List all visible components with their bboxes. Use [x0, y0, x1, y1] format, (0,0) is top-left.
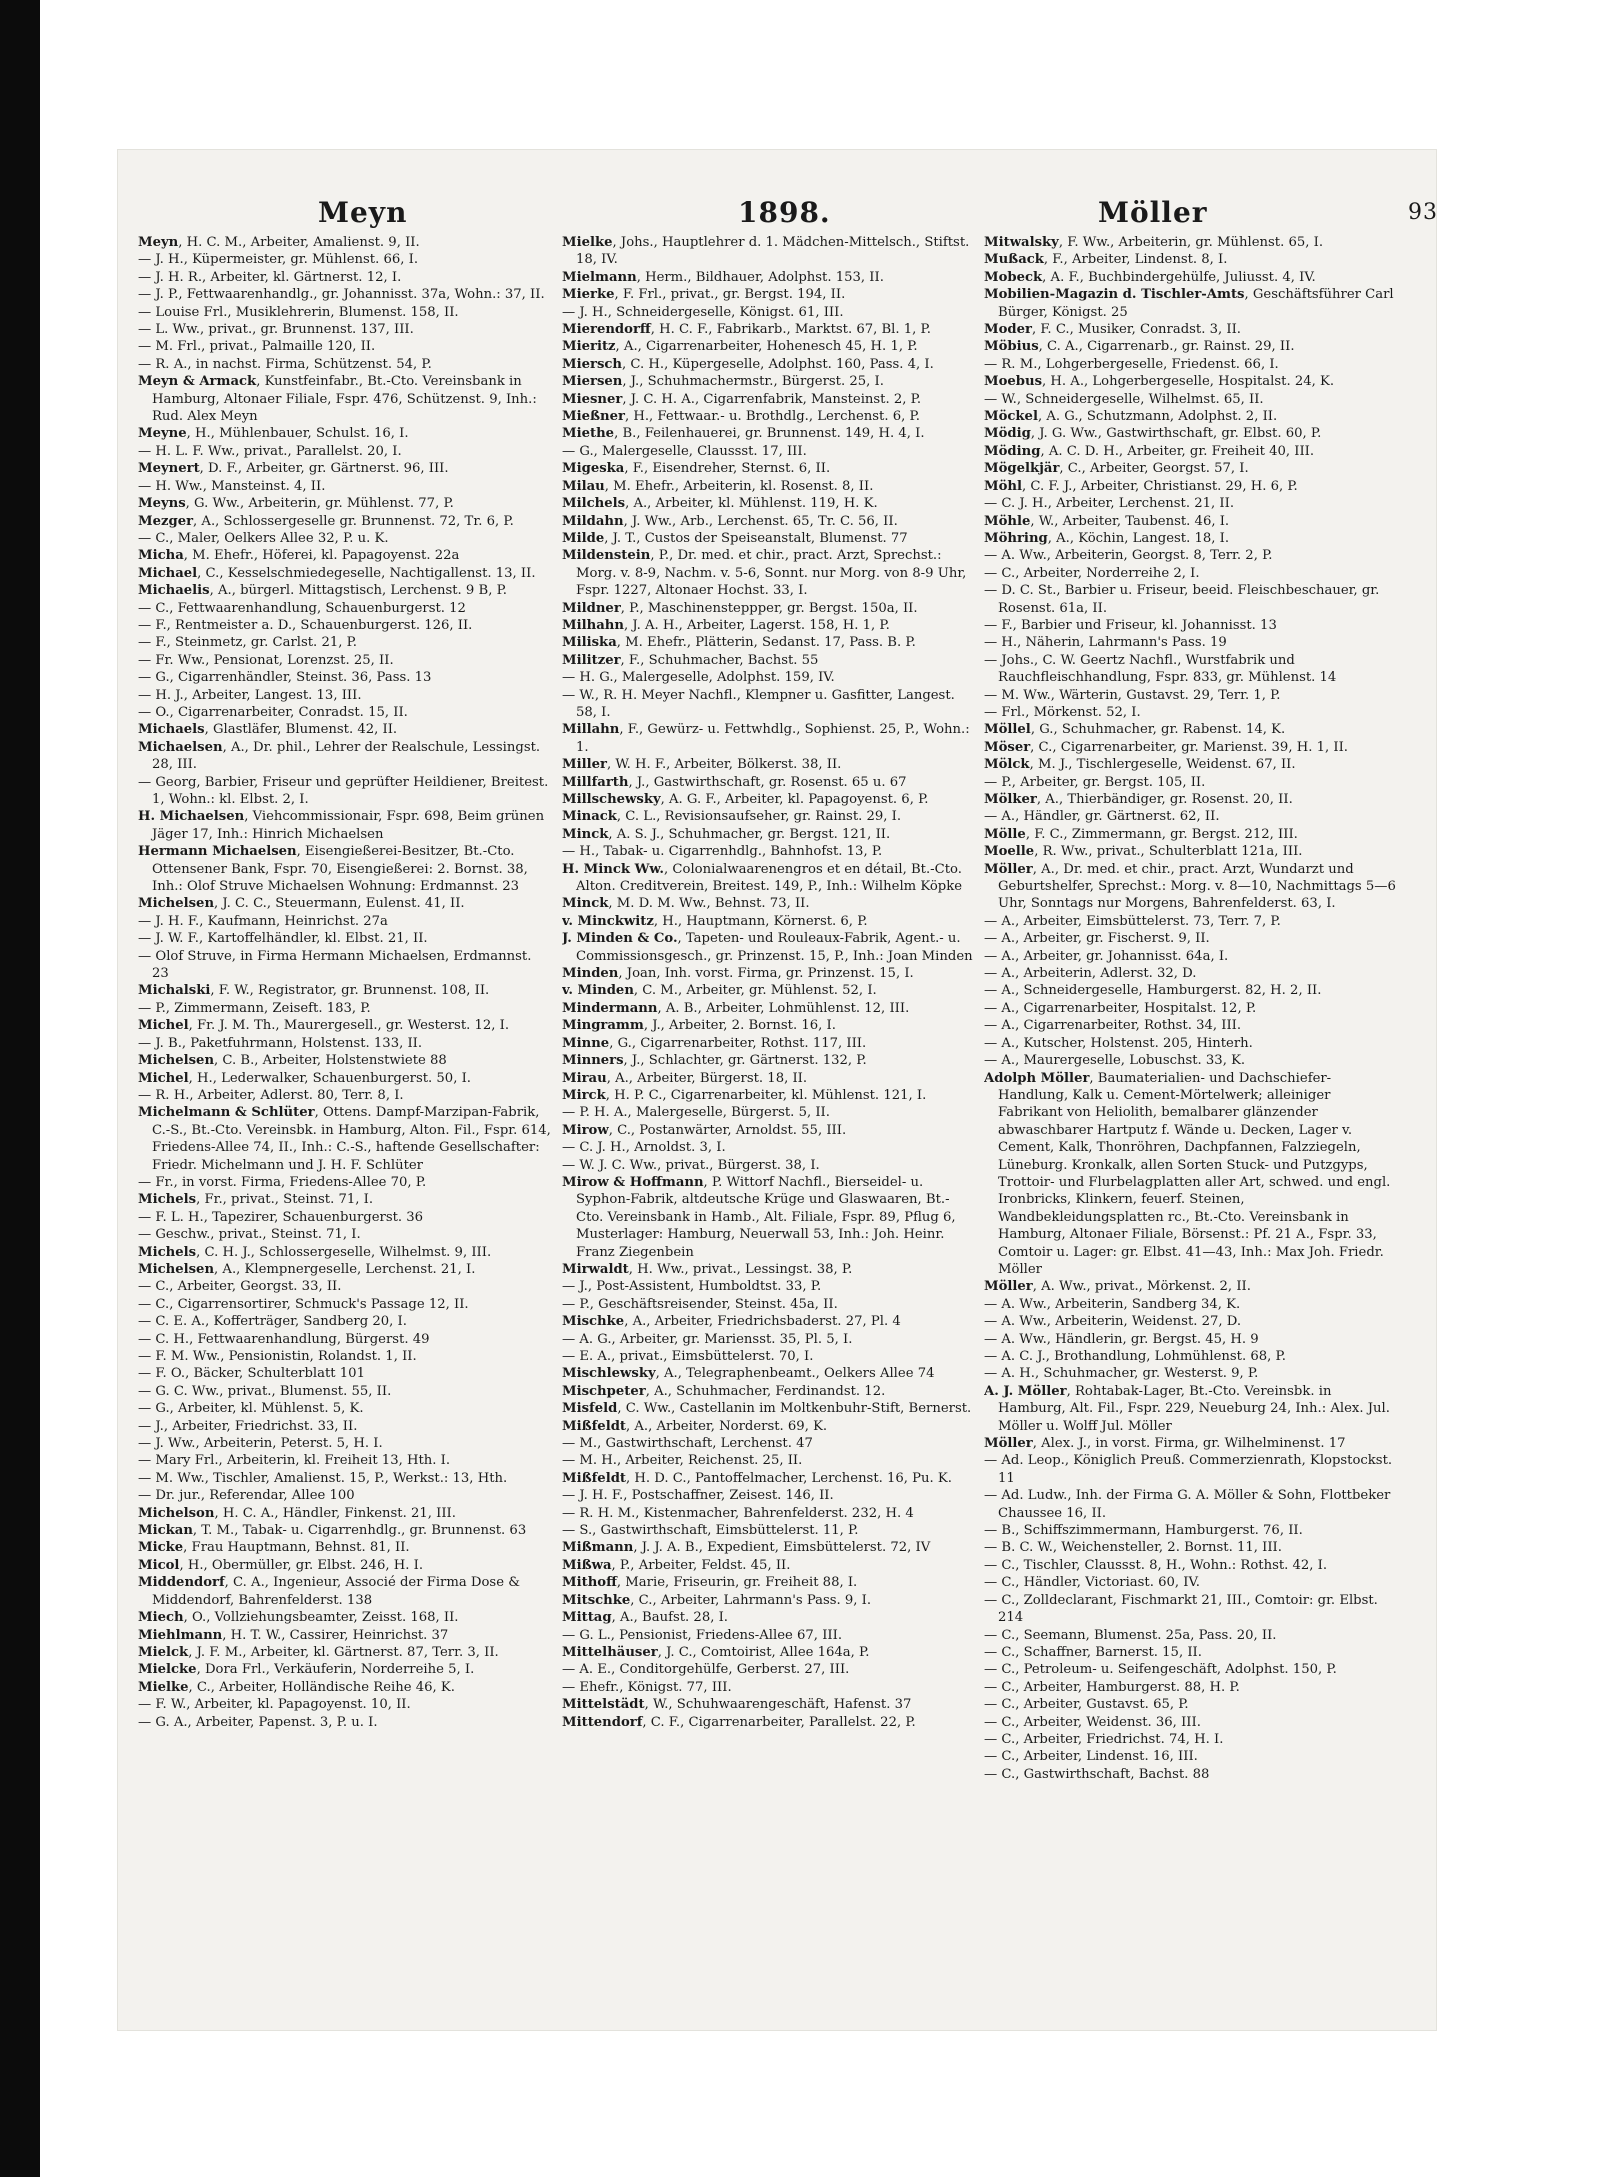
directory-entry: — F. W., Arbeiter, kl. Papagoyenst. 10, II. [138, 1697, 411, 1713]
directory-entry: Mildenstein, P., Dr. med. et chir., pract. Arzt, Sprechst.: Morg. v. 8-9, Nachm. v. 5-6, Sonnt. nur Morg. von 8-9 Uhr, Fspr. 1227, Altonaer Hochst. 33, I. [562, 548, 967, 599]
directory-entry: Mirwaldt, H. Ww., privat., Lessingst. 38, P. [562, 1261, 853, 1277]
directory-entry: — R. H., Arbeiter, Adlerst. 80, Terr. 8, I. [138, 1087, 404, 1103]
directory-entry: — M. Frl., privat., Palmaille 120, II. [138, 339, 376, 355]
directory-entry: Meyn, H. C. M., Arbeiter, Amalienst. 9, II. [138, 235, 420, 250]
directory-entry: Mithoff, Marie, Friseurin, gr. Freiheit 88, I. [562, 1575, 858, 1591]
directory-entry: — W. J. C. Ww., privat., Bürgerst. 38, I. [562, 1157, 820, 1173]
directory-entry: — F., Rentmeister a. D., Schauenburgerst. 126, II. [138, 617, 473, 633]
directory-entry: — Fr. Ww., Pensionat, Lorenzst. 25, II. [138, 652, 394, 668]
directory-entry: — A. Ww., Arbeiterin, Georgst. 8, Terr. 2, P. [984, 548, 1273, 564]
directory-entry: — C., Gastwirthschaft, Bachst. 88 [984, 1766, 1210, 1782]
directory-entry: Meynert, D. F., Arbeiter, gr. Gärtnerst. 96, III. [138, 461, 449, 477]
directory-entry: — Mary Frl., Arbeiterin, kl. Freiheit 13, Hth. I. [138, 1453, 451, 1469]
directory-entry: — Geschw., privat., Steinst. 71, I. [138, 1227, 361, 1243]
directory-entry: — F., Steinmetz, gr. Carlst. 21, P. [138, 635, 357, 651]
directory-entry: A. J. Möller, Rohtabak-Lager, Bt.-Cto. Vereinsbk. in Hamburg, Alt. Fil., Fspr. 229, Neueburg 24, Inh.: Alex. Jul. Möller u. Wolff Jul. Möller [984, 1383, 1390, 1434]
directory-entry: — A., Schneidergeselle, Hamburgerst. 82, H. 2, II. [984, 983, 1322, 999]
directory-entry: Michelsen, C. B., Arbeiter, Holstenstwiete 88 [138, 1053, 447, 1069]
directory-entry: — M. Ww., Wärterin, Gustavst. 29, Terr. 1, P. [984, 687, 1281, 703]
directory-entry: Mittelhäuser, J. C., Comtoirist, Allee 164a, P. [562, 1644, 870, 1660]
directory-entry: — J. Ww., Arbeiterin, Peterst. 5, H. I. [138, 1436, 383, 1452]
directory-entry: Mindermann, A. B., Arbeiter, Lohmühlenst. 12, III. [562, 1000, 910, 1016]
scan-edge-bar [0, 0, 40, 2177]
directory-entry: Miller, W. H. F., Arbeiter, Bölkerst. 38, II. [562, 757, 842, 773]
directory-entry: Misfeld, C. Ww., Castellanin im Moltkenbuhr-Stift, Bernerst. [562, 1401, 972, 1417]
directory-entry: Meyne, H., Mühlenbauer, Schulst. 16, I. [138, 426, 409, 442]
directory-entry: Mieritz, A., Cigarrenarbeiter, Hohenesch 45, H. 1, P. [562, 339, 918, 355]
directory-entry: — B., Schiffszimmermann, Hamburgerst. 76, II. [984, 1523, 1303, 1539]
directory-entry: — S., Gastwirthschaft, Eimsbüttelerst. 11, P. [562, 1523, 859, 1539]
directory-entry: — A. Ww., Arbeiterin, Weidenst. 27, D. [984, 1314, 1242, 1330]
directory-entry: — J. B., Paketfuhrmann, Holstenst. 133, II. [138, 1035, 423, 1051]
directory-entry: Michaels, Glastläfer, Blumenst. 42, II. [138, 722, 398, 738]
directory-entry: — A., Arbeiter, Eimsbüttelerst. 73, Terr. 7, P. [984, 913, 1281, 929]
directory-entry: Möhle, W., Arbeiter, Taubenst. 46, I. [984, 513, 1230, 529]
directory-entry: Michel, Fr. J. M. Th., Maurergesell., gr. Westerst. 12, I. [138, 1018, 510, 1034]
directory-entry: — C., Petroleum- u. Seifengeschäft, Adolphst. 150, P. [984, 1662, 1337, 1678]
directory-entry: — A. G., Arbeiter, gr. Mariensst. 35, Pl. 5, I. [562, 1331, 853, 1347]
directory-entry: Mölker, A., Thierbändiger, gr. Rosenst. 20, II. [984, 792, 1293, 807]
directory-entry: Möding, A. C. D. H., Arbeiter, gr. Freiheit 40, III. [984, 443, 1315, 459]
directory-entry: — C., Arbeiter, Friedrichst. 74, H. I. [984, 1731, 1224, 1747]
directory-entry: Mölle, F. C., Zimmermann, gr. Bergst. 212, III. [984, 826, 1298, 842]
directory-entry: — Olof Struve, in Firma Hermann Michaelsen, Erdmannst. 23 [138, 948, 532, 982]
directory-entry: Milchels, A., Arbeiter, kl. Mühlenst. 119, H. K. [562, 496, 878, 512]
directory-entry: — R. H. M., Kistenmacher, Bahrenfelderst. 232, H. 4 [562, 1505, 914, 1521]
directory-entry: — Ehefr., Königst. 77, III. [562, 1679, 732, 1695]
directory-entry: Mielke, Johs., Hauptlehrer d. 1. Mädchen-Mittelsch., Stiftst. 18, IV. [562, 235, 970, 268]
directory-entry: — P., Zimmermann, Zeiseft. 183, P. [138, 1000, 371, 1016]
directory-entry: — E. A., privat., Eimsbüttelerst. 70, I. [562, 1349, 814, 1364]
directory-entry: — Ad. Leop., Königlich Preuß. Commerzienrath, Klopstockst. 11 [984, 1453, 1393, 1486]
directory-entry: Michael, C., Kesselschmiedegeselle, Nachtigallenst. 13, II. [138, 565, 536, 581]
directory-entry: — M. H., Arbeiter, Reichenst. 25, II. [562, 1453, 803, 1469]
directory-entry: Micke, Frau Hauptmann, Behnst. 81, II. [138, 1540, 410, 1556]
directory-entry: — Johs., C. W. Geertz Nachfl., Wurstfabrik und Rauchfleischhandlung, Fspr. 833, gr. Mühlenst. 14 [984, 652, 1337, 686]
directory-entry: Mischlewsky, A., Telegraphenbeamt., Oelkers Allee 74 [562, 1366, 935, 1382]
directory-entry: Migeska, F., Eisendreher, Sternst. 6, II. [562, 461, 831, 477]
directory-entry: — A. E., Conditorgehülfe, Gerberst. 27, III. [562, 1662, 850, 1678]
directory-entry: Michels, C. H. J., Schlossergeselle, Wilhelmst. 9, III. [138, 1244, 492, 1260]
directory-entry: Minck, A. S. J., Schuhmacher, gr. Bergst. 121, II. [562, 826, 891, 842]
directory-entry: H. Michaelsen, Viehcommissionair, Fspr. 698, Beim grünen Jäger 17, Inh.: Hinrich Michaelsen [138, 809, 545, 842]
directory-entry: — C., Arbeiter, Gustavst. 65, P. [984, 1697, 1189, 1713]
directory-entry: J. Minden & Co., Tapeten- und Rouleaux-Fabrik, Agent.- u. Commissionsgesch., gr. Prinzenst. 15, P., Inh.: Joan Minden [562, 931, 973, 964]
directory-entry: Mißfeldt, H. D. C., Pantoffelmacher, Lerchenst. 16, Pu. K. [562, 1470, 952, 1486]
directory-entry: — H., Tabak- u. Cigarrenhdlg., Bahnhofst. 13, P. [562, 844, 883, 860]
directory-entry: — C. J. H., Arnoldst. 3, I. [562, 1140, 726, 1156]
directory-entry: Möckel, A. G., Schutzmann, Adolphst. 2, II. [984, 409, 1278, 425]
directory-entry: v. Minckwitz, H., Hauptmann, Körnerst. 6, P. [562, 913, 868, 929]
directory-entry: — A., Arbeiter, gr. Johannisst. 64a, I. [984, 948, 1229, 964]
page-header [118, 196, 1436, 234]
directory-entry: Millschewsky, A. G. F., Arbeiter, kl. Papagoyenst. 6, P. [562, 792, 929, 807]
directory-entry: Mitschke, C., Arbeiter, Lahrmann's Pass. 9, I. [562, 1592, 872, 1608]
directory-entry: — J. H. F., Postschaffner, Zeisest. 146, II. [562, 1488, 834, 1504]
directory-entry: Minden, Joan, Inh. vorst. Firma, gr. Prinzenst. 15, I. [562, 966, 914, 982]
directory-entry: Miesner, J. C. H. A., Cigarrenfabrik, Mansteinst. 2, P. [562, 391, 922, 407]
directory-entry: Mischpeter, A., Schuhmacher, Ferdinandst. 12. [562, 1383, 886, 1399]
directory-entry: — A. Ww., Händlerin, gr. Bergst. 45, H. 9 [984, 1331, 1259, 1347]
directory-entry: — P., Geschäftsreisender, Steinst. 45a, II. [562, 1296, 838, 1312]
directory-entry: — C., Schaffner, Barnerst. 15, II. [984, 1644, 1202, 1660]
directory-entry: Mirow, C., Postanwärter, Arnoldst. 55, III. [562, 1122, 847, 1138]
directory-entry: — J. H. R., Arbeiter, kl. Gärtnerst. 12, I. [138, 269, 402, 285]
directory-entry: Mirow & Hoffmann, P. Wittorf Nachfl., Bierseidel- u. Syphon-Fabrik, altdeutsche Krüge und Glaswaaren, Bt.-Cto. Vereinsbank in Hamb., Alt. Filiale, Fspr. 89, Pflug 6, Musterlager: Hamburg, Neuerwall 53, Inh.: Joh. Heinr. Franz Ziegenbein [562, 1174, 956, 1260]
directory-entry: Mierendorff, H. C. F., Fabrikarb., Marktst. 67, Bl. 1, P. [562, 322, 931, 338]
directory-entry: — Ad. Ludw., Inh. der Firma G. A. Möller & Sohn, Flottbeker Chaussee 16, II. [984, 1488, 1391, 1521]
directory-entry: — W., R. H. Meyer Nachfl., Klempner u. Gasfitter, Langest. 58, I. [562, 687, 955, 720]
directory-entry: Möller, A. Ww., privat., Mörkenst. 2, II. [984, 1279, 1251, 1295]
directory-entry: — O., Cigarrenarbeiter, Conradst. 15, II. [138, 704, 408, 720]
directory-entry: Mitwalsky, F. Ww., Arbeiterin, gr. Mühlenst. 65, I. [984, 235, 1324, 250]
directory-entry: Mirck, H. P. C., Cigarrenarbeiter, kl. Mühlenst. 121, I. [562, 1087, 927, 1103]
directory-entry: — G. C. Ww., privat., Blumenst. 55, II. [138, 1383, 392, 1399]
directory-entry: Mißmann, J. J. A. B., Expedient, Eimsbüttelerst. 72, IV [562, 1540, 931, 1556]
directory-entry: Mißwa, P., Arbeiter, Feldst. 45, II. [562, 1557, 791, 1573]
directory-entry: — J., Arbeiter, Friedrichst. 33, II. [138, 1418, 358, 1434]
directory-entry: Milde, J. T., Custos der Speiseanstalt, Blumenst. 77 [562, 530, 908, 546]
directory-entry: H. Minck Ww., Colonialwaarenengros et en détail, Bt.-Cto. Alton. Creditverein, Breitest. 149, P., Inh.: Wilhelm Köpke [562, 861, 963, 895]
directory-entry: — J. H., Schneidergeselle, Königst. 61, III. [562, 304, 844, 320]
directory-entry: — C., Zolldeclarant, Fischmarkt 21, III., Comtoir: gr. Elbst. 214 [984, 1592, 1378, 1626]
directory-entry: Michelsen, J. C. C., Steuermann, Eulenst. 41, II. [138, 896, 465, 912]
directory-entry: — G., Cigarrenhändler, Steinst. 36, Pass. 13 [138, 670, 432, 686]
column-3 [984, 234, 1398, 2014]
directory-entry: Michels, Fr., privat., Steinst. 71, I. [138, 1192, 374, 1208]
directory-entry: Miliska, M. Ehefr., Plätterin, Sedanst. 17, Pass. B. P. [562, 635, 916, 651]
directory-entry: Möser, C., Cigarrenarbeiter, gr. Marienst. 39, H. 1, II. [984, 739, 1348, 755]
directory-entry: — B. C. W., Weichensteller, 2. Bornst. 11, III. [984, 1540, 1282, 1556]
directory-entry: — P., Arbeiter, gr. Bergst. 105, II. [984, 774, 1206, 790]
directory-entry: Mußack, F., Arbeiter, Lindenst. 8, I. [984, 252, 1228, 268]
directory-entry: Mierke, F. Frl., privat., gr. Bergst. 194, II. [562, 287, 846, 303]
directory-entry: — F. L. H., Tapezirer, Schauenburgerst. 36 [138, 1209, 424, 1225]
directory-entry: Millahn, F., Gewürz- u. Fettwhdlg., Sophienst. 25, P., Wohn.: 1. [562, 722, 970, 755]
directory-entry: Mielck, J. F. M., Arbeiter, kl. Gärtnerst. 87, Terr. 3, II. [138, 1644, 499, 1660]
directory-entry: Militzer, F., Schuhmacher, Bachst. 55 [562, 652, 819, 668]
directory-entry: Moebus, H. A., Lohgerbergeselle, Hospitalst. 24, K. [984, 374, 1335, 390]
directory-entry: Möhl, C. F. J., Arbeiter, Christianst. 29, H. 6, P. [984, 478, 1298, 494]
directory-entry: Michelson, H. C. A., Händler, Finkenst. 21, III. [138, 1505, 456, 1521]
directory-entry: Möbius, C. A., Cigarrenarb., gr. Rainst. 29, II. [984, 339, 1295, 355]
directory-entry: — G. A., Arbeiter, Papenst. 3, P. u. I. [138, 1714, 378, 1730]
directory-entry: Mobeck, A. F., Buchbindergehülfe, Juliusst. 4, IV. [984, 269, 1316, 285]
directory-entry: — M., Gastwirthschaft, Lerchenst. 47 [562, 1436, 813, 1452]
header-right-keyword: Möller [1098, 196, 1208, 229]
directory-entry: — A. H., Schuhmacher, gr. Westerst. 9, P. [984, 1366, 1259, 1382]
directory-entry: — W., Schneidergeselle, Wilhelmst. 65, II. [984, 391, 1264, 407]
directory-entry: Miersch, C. H., Küpergeselle, Adolphst. 160, Pass. 4, I. [562, 356, 934, 372]
directory-entry: Mildahn, J. Ww., Arb., Lerchenst. 65, Tr. C. 56, II. [562, 513, 898, 529]
directory-entry: Miehlmann, H. T. W., Cassirer, Heinrichst. 37 [138, 1627, 449, 1643]
directory-entry: — C., Tischler, Claussst. 8, H., Wohn.: Rothst. 42, I. [984, 1557, 1328, 1573]
directory-entry: — C., Seemann, Blumenst. 25a, Pass. 20, II. [984, 1627, 1277, 1643]
directory-entry: — J. W. F., Kartoffelhändler, kl. Elbst. 21, II. [138, 931, 428, 947]
directory-entry: Mödig, J. G. Ww., Gastwirthschaft, gr. Elbst. 60, P. [984, 426, 1322, 442]
header-left-keyword: Meyn [318, 196, 408, 229]
column-1 [138, 234, 552, 2014]
directory-entry: — F., Barbier und Friseur, kl. Johannisst. 13 [984, 617, 1277, 633]
directory-entry: — A., Arbeiterin, Adlerst. 32, D. [984, 966, 1197, 982]
directory-entry: — J. H., Küpermeister, gr. Mühlenst. 66, I. [138, 252, 419, 268]
directory-entry: — A., Kutscher, Holstenst. 205, Hinterh. [984, 1035, 1253, 1051]
directory-entry: Micha, M. Ehefr., Höferei, kl. Papagoyenst. 22a [138, 548, 460, 564]
directory-entry: Minack, C. L., Revisionsaufseher, gr. Rainst. 29, I. [562, 809, 902, 825]
directory-entry: Moder, F. C., Musiker, Conradst. 3, II. [984, 322, 1241, 338]
directory-entry: — Louise Frl., Musiklehrerin, Blumenst. 158, II. [138, 304, 459, 320]
directory-entry: Minck, M. D. M. Ww., Behnst. 73, II. [562, 896, 810, 912]
directory-entry: — A., Cigarrenarbeiter, Rothst. 34, III. [984, 1018, 1242, 1034]
directory-entry: — Frl., Mörkenst. 52, I. [984, 704, 1141, 720]
directory-entry: — C., Arbeiter, Georgst. 33, II. [138, 1279, 342, 1295]
directory-entry: Micol, H., Obermüller, gr. Elbst. 246, H. I. [138, 1557, 424, 1573]
header-year: 1898. [738, 196, 831, 229]
directory-entry: — G., Malergeselle, Claussst. 17, III. [562, 443, 807, 459]
directory-entry: — J., Post-Assistent, Humboldtst. 33, P. [562, 1279, 822, 1295]
directory-entry: Miech, O., Vollziehungsbeamter, Zeisst. 168, II. [138, 1610, 459, 1626]
directory-entry: Minners, J., Schlachter, gr. Gärtnerst. 132, P. [562, 1053, 867, 1069]
directory-entry: Hermann Michaelsen, Eisengießerei-Besitzer, Bt.-Cto. Ottensener Bank, Fspr. 70, Eisengießerei: 2. Bornst. 38, Inh.: Olof Struve Michaelsen Wohnung: Erdmannst. 23 [138, 844, 528, 895]
directory-entry: Mölck, M. J., Tischlergeselle, Weidenst. 67, II. [984, 757, 1296, 773]
directory-entry: Michelsen, A., Klempnergeselle, Lerchenst. 21, I. [138, 1261, 476, 1277]
directory-entry: Möller, A., Dr. med. et chir., pract. Arzt, Wundarzt und Geburtshelfer, Sprechst.: Morg. v. 8—10, Nachmittags 5—6 Uhr, Sonntags nur Morgens, Bahrenfelderst. 63, I. [984, 861, 1396, 912]
directory-entry: Milhahn, J. A. H., Arbeiter, Lagerst. 158, H. 1, P. [562, 617, 890, 633]
directory-entry: Mielmann, Herm., Bildhauer, Adolphst. 153, II. [562, 269, 884, 285]
directory-entry: — C. H., Fettwaarenhandlung, Bürgerst. 49 [138, 1331, 430, 1347]
directory-entry: Mittelstädt, W., Schuhwaarengeschäft, Hafenst. 37 [562, 1697, 912, 1713]
directory-entry: Milau, M. Ehefr., Arbeiterin, kl. Rosenst. 8, II. [562, 478, 874, 494]
directory-entry: Middendorf, C. A., Ingenieur, Associé der Firma Dose & Middendorf, Bahrenfelderst. 138 [138, 1575, 520, 1608]
directory-entry: Michel, H., Lederwalker, Schauenburgerst. 50, I. [138, 1070, 471, 1086]
directory-entry: Mielcke, Dora Frl., Verkäuferin, Norderreihe 5, I. [138, 1662, 475, 1678]
directory-entry: Mischke, A., Arbeiter, Friedrichsbaderst. 27, Pl. 4 [562, 1314, 901, 1330]
directory-entry: Minne, G., Cigarrenarbeiter, Rothst. 117, III. [562, 1035, 867, 1051]
directory-entry: — R. A., in nachst. Firma, Schützenst. 54, P. [138, 356, 432, 372]
directory-entry: Meyn & Armack, Kunstfeinfabr., Bt.-Cto. Vereinsbank in Hamburg, Altonaer Filiale, Fspr. 476, Schützenst. 9, Inh.: Rud. Alex Meyn [138, 374, 537, 425]
directory-entry: Michalski, F. W., Registrator, gr. Brunnenst. 108, II. [138, 983, 490, 999]
directory-entry: — A. Ww., Arbeiterin, Sandberg 34, K. [984, 1296, 1241, 1312]
directory-entry: — Dr. jur., Referendar, Allee 100 [138, 1488, 355, 1504]
directory-entry: — H. G., Malergeselle, Adolphst. 159, IV. [562, 670, 835, 686]
directory-entry: — H. Ww., Mansteinst. 4, II. [138, 478, 326, 494]
directory-entry: — A., Cigarrenarbeiter, Hospitalst. 12, P. [984, 1000, 1257, 1016]
directory-entry: Adolph Möller, Baumaterialien- und Dachschiefer-Handlung, Kalk u. Cement-Mörtelwerk; alleiniger Fabrikant von Heliolith, bemalbarer glänzender abwaschbarer Hartputz f. Wände u. Decken, Lager v. Cement, Kalk, Thonröhren, Dachpfannen, Falzziegeln, Lüneburg. Kronkalk, allen Sorten Stuck- und Putzgyps, Trottoir- und Flurbelagplatten aller Art, schwed. und engl. Ironbricks, Klinkern, feuerf. Steinen, Wandbekleidungsplatten rc., Bt.-Cto. Vereinsbank in Hamburg, Altonaer Filiale, Börsenst.: Pf. 21 A., Fspr. 33, Comtoir u. Lager: gr. Elbst. 41—43, Inh.: Max Joh. Friedr. Möller [984, 1070, 1391, 1277]
directory-entry: — J. H. F., Kaufmann, Heinrichst. 27a [138, 913, 388, 929]
directory-entry: — H., Näherin, Lahrmann's Pass. 19 [984, 635, 1227, 651]
directory-entry: — A. C. J., Brothandlung, Lohmühlenst. 68, P. [984, 1349, 1286, 1364]
directory-entry: — R. M., Lohgerbergeselle, Friedenst. 66, I. [984, 356, 1279, 372]
directory-entry: Mießner, H., Fettwaar.- u. Brothdlg., Lerchenst. 6, P. [562, 409, 920, 425]
directory-entry: — C., Arbeiter, Norderreihe 2, I. [984, 565, 1200, 581]
directory-entry: Michaelsen, A., Dr. phil., Lehrer der Realschule, Lessingst. 28, III. [138, 739, 541, 773]
directory-entry: Moelle, R. Ww., privat., Schulterblatt 121a, III. [984, 844, 1303, 860]
directory-entry: — H. L. F. Ww., privat., Parallelst. 20, I. [138, 443, 402, 459]
directory-entry: — A., Händler, gr. Gärtnerst. 62, II. [984, 809, 1220, 825]
directory-entry: Michelmann & Schlüter, Ottens. Dampf-Marzipan-Fabrik, C.-S., Bt.-Cto. Vereinsbk. in Hamburg, Alton. Fil., Fspr. 614, Friedens-Allee 74, II., Inh.: C.-S., haftende Gesellschafter: Friedr. Michelmann und J. H. F. Schlüter [138, 1105, 551, 1173]
directory-entry: — H. J., Arbeiter, Langest. 13, III. [138, 687, 362, 703]
directory-entry: Mezger, A., Schlossergeselle gr. Brunnenst. 72, Tr. 6, P. [138, 513, 514, 529]
column-2 [562, 234, 976, 2014]
directory-entry: — F. O., Bäcker, Schulterblatt 101 [138, 1366, 365, 1382]
directory-entry: Mittag, A., Baufst. 28, I. [562, 1610, 728, 1626]
directory-entry: — C., Fettwaarenhandlung, Schauenburgerst. 12 [138, 600, 466, 616]
directory-entry: — L. Ww., privat., gr. Brunnenst. 137, III. [138, 322, 414, 338]
directory-entry: — Fr., in vorst. Firma, Friedens-Allee 70, P. [138, 1174, 427, 1190]
directory-entry: Mobilien-Magazin d. Tischler-Amts, Geschäftsführer Carl Bürger, Königst. 25 [984, 287, 1394, 320]
directory-entry: — Georg, Barbier, Friseur und geprüfter Heildiener, Breitest. 1, Wohn.: kl. Elbst. 2, I. [138, 774, 549, 807]
directory-entry: Mittendorf, C. F., Cigarrenarbeiter, Parallelst. 22, P. [562, 1714, 916, 1730]
directory-entry: Miersen, J., Schuhmachermstr., Bürgerst. 25, I. [562, 374, 884, 390]
directory-entry: — G. L., Pensionist, Friedens-Allee 67, III. [562, 1627, 843, 1643]
directory-entry: Möller, Alex. J., in vorst. Firma, gr. Wilhelminenst. 17 [984, 1436, 1346, 1452]
directory-entry: — C., Maler, Oelkers Allee 32, P. u. K. [138, 530, 389, 546]
directory-entry: — D. C. St., Barbier u. Friseur, beeid. Fleischbeschauer, gr. Rosenst. 61a, II. [984, 583, 1380, 616]
directory-entry: — C. E. A., Kofferträger, Sandberg 20, I. [138, 1314, 407, 1330]
directory-entry: — J. P., Fettwaarenhandlg., gr. Johannisst. 37a, Wohn.: 37, II. [138, 287, 545, 303]
directory-entry: — C., Cigarrensortirer, Schmuck's Passage 12, II. [138, 1296, 469, 1312]
directory-entry: — C., Händler, Victoriast. 60, IV. [984, 1575, 1200, 1591]
directory-entry: Miethe, B., Feilenhauerei, gr. Brunnenst. 149, H. 4, I. [562, 426, 925, 442]
page-number: 93 [1408, 200, 1438, 225]
directory-entry: Michaelis, A., bürgerl. Mittagstisch, Lerchenst. 9 B, P. [138, 583, 507, 599]
directory-entry: Mildner, P., Maschinensteppper, gr. Bergst. 150a, II. [562, 600, 918, 616]
directory-entry: Meyns, G. Ww., Arbeiterin, gr. Mühlenst. 77, P. [138, 496, 454, 512]
directory-entry: — C., Arbeiter, Hamburgerst. 88, H. P. [984, 1679, 1240, 1695]
directory-entry: — P. H. A., Malergeselle, Bürgerst. 5, II. [562, 1105, 830, 1121]
directory-entry: — A., Maurergeselle, Lobuschst. 33, K. [984, 1053, 1246, 1069]
directory-entry: v. Minden, C. M., Arbeiter, gr. Mühlenst. 52, I. [562, 983, 877, 999]
directory-entry: Mingramm, J., Arbeiter, 2. Bornst. 16, I. [562, 1018, 836, 1034]
directory-entry: Mögelkjär, C., Arbeiter, Georgst. 57, I. [984, 461, 1249, 477]
directory-entry: Mißfeldt, A., Arbeiter, Norderst. 69, K. [562, 1418, 828, 1434]
directory-entry: — C., Arbeiter, Weidenst. 36, III. [984, 1714, 1201, 1730]
directory-entry: Möllel, G., Schuhmacher, gr. Rabenst. 14, K. [984, 722, 1286, 738]
directory-entry: Mirau, A., Arbeiter, Bürgerst. 18, II. [562, 1070, 808, 1086]
directory-entry: Millfarth, J., Gastwirthschaft, gr. Rosenst. 65 u. 67 [562, 774, 907, 790]
directory-entry: — A., Arbeiter, gr. Fischerst. 9, II. [984, 931, 1210, 947]
directory-entry: Möhring, A., Köchin, Langest. 18, I. [984, 530, 1230, 546]
directory-entry: — F. M. Ww., Pensionistin, Rolandst. 1, II. [138, 1349, 417, 1364]
directory-entry: — G., Arbeiter, kl. Mühlenst. 5, K. [138, 1401, 364, 1417]
directory-entry: — C., Arbeiter, Lindenst. 16, III. [984, 1749, 1198, 1765]
directory-entry: Mielke, C., Arbeiter, Holländische Reihe 46, K. [138, 1679, 455, 1695]
directory-entry: Mickan, T. M., Tabak- u. Cigarrenhdlg., gr. Brunnenst. 63 [138, 1523, 527, 1539]
directory-entry: — C. J. H., Arbeiter, Lerchenst. 21, II. [984, 496, 1235, 512]
directory-entry: — M. Ww., Tischler, Amalienst. 15, P., Werkst.: 13, Hth. [138, 1470, 508, 1486]
